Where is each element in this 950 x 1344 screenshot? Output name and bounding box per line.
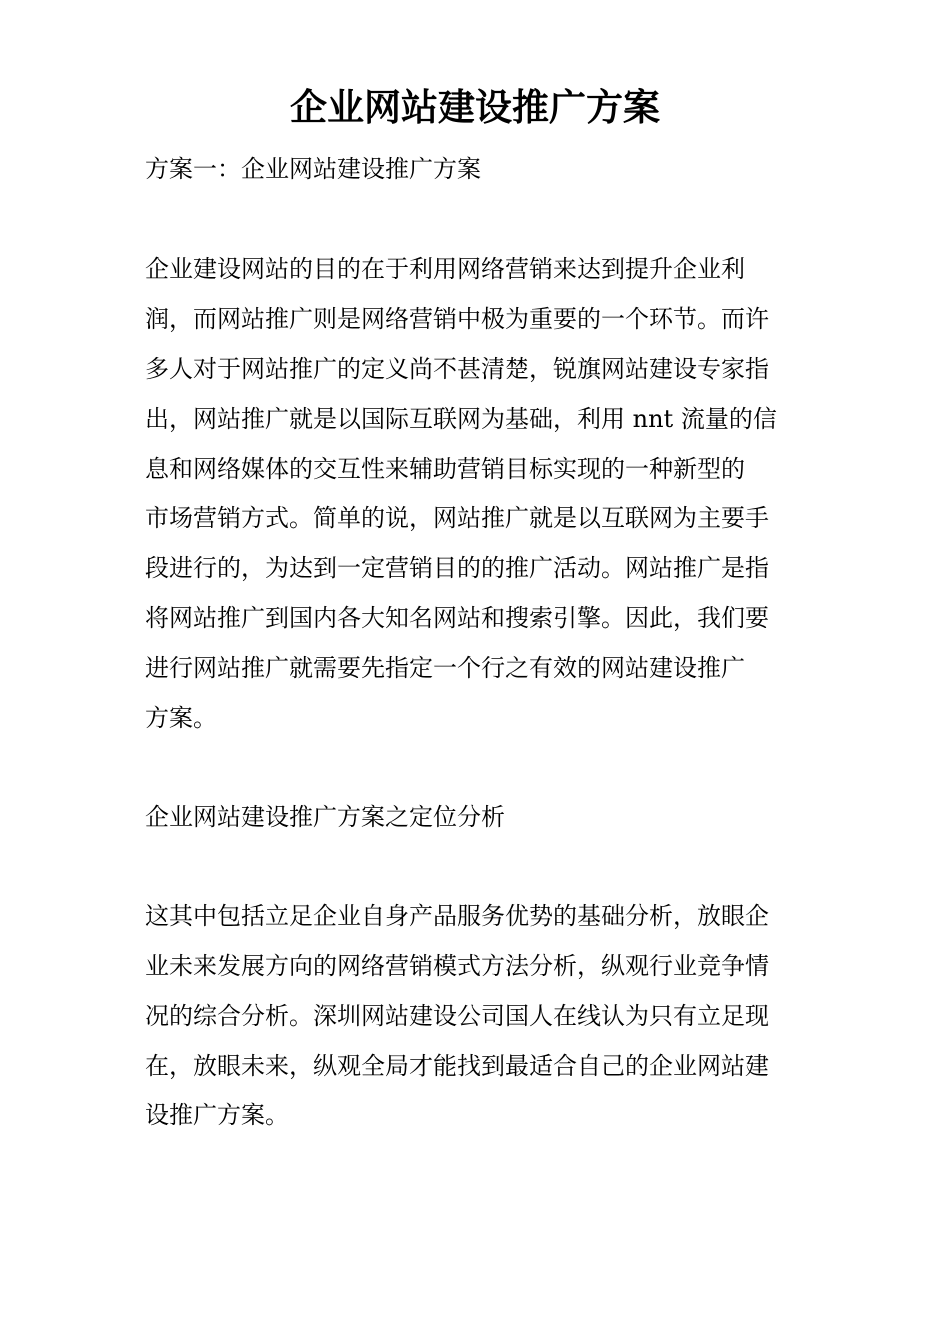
paragraph-line: 多人对于网站推广的定义尚不甚清楚，锐旗网站建设专家指 (145, 355, 769, 383)
paragraph-line: 方案。 (145, 704, 217, 732)
paragraph-line: 设推广方案。 (145, 1101, 289, 1129)
document-title: 企业网站建设推广方案 (290, 85, 660, 129)
paragraph-line: 段进行的，为达到一定营销目的的推广活动。网站推广是指 (145, 554, 769, 582)
paragraph-line: 将网站推广到国内各大知名网站和搜索引擎。因此，我们要 (145, 604, 769, 632)
document-subtitle: 方案一：企业网站建设推广方案 (145, 155, 481, 183)
paragraph-line: 息和网络媒体的交互性来辅助营销目标实现的一种新型的 (145, 455, 745, 483)
section-heading: 企业网站建设推广方案之定位分析 (145, 803, 505, 831)
paragraph-line: 业未来发展方向的网络营销模式方法分析，纵观行业竞争情 (145, 952, 769, 980)
paragraph-line: 在，放眼未来，纵观全局才能找到最适合自己的企业网站建 (145, 1052, 769, 1080)
paragraph-line: 出，网站推广就是以国际互联网为基础，利用 nnt 流量的信 (145, 405, 777, 433)
paragraph-line: 润，而网站推广则是网络营销中极为重要的一个环节。而许 (145, 305, 769, 333)
paragraph-line: 市场营销方式。简单的说，网站推广就是以互联网为主要手 (145, 504, 769, 532)
paragraph-line: 这其中包括立足企业自身产品服务优势的基础分析，放眼企 (145, 902, 769, 930)
paragraph-line: 企业建设网站的目的在于利用网络营销来达到提升企业利 (145, 255, 745, 283)
paragraph-line: 进行网站推广就需要先指定一个行之有效的网站建设推广 (145, 654, 745, 682)
paragraph-line: 况的综合分析。深圳网站建设公司国人在线认为只有立足现 (145, 1002, 769, 1030)
